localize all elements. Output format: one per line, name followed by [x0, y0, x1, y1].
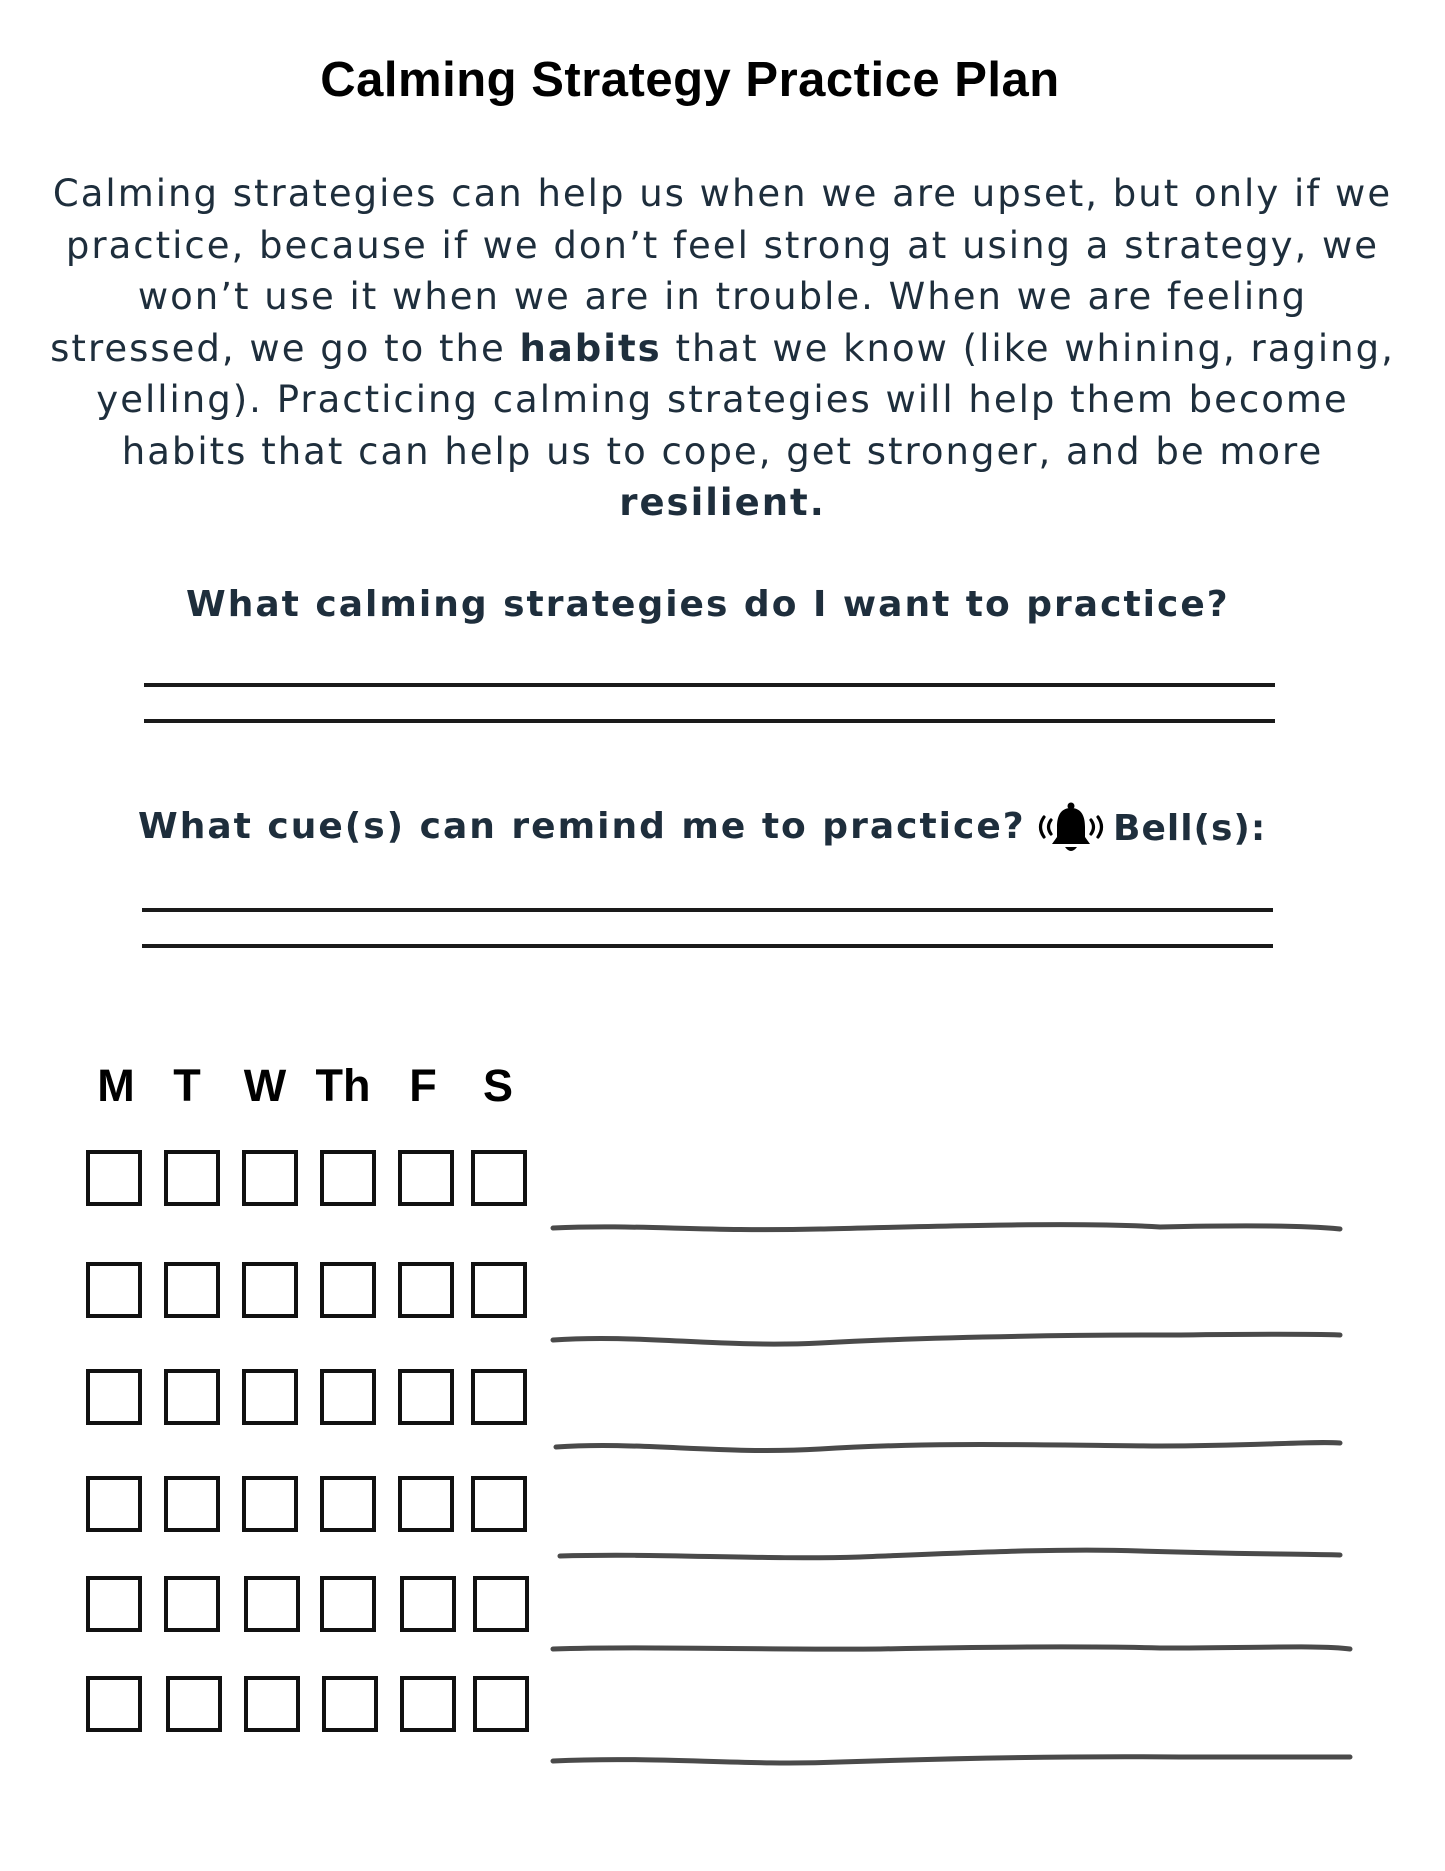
page-title: Calming Strategy Practice Plan	[320, 53, 1060, 107]
checkbox-row1-thursday[interactable]	[320, 1150, 376, 1206]
checkbox-row1-monday[interactable]	[86, 1150, 142, 1206]
strategy-line-6	[553, 1757, 1350, 1763]
checkbox-row3-saturday[interactable]	[471, 1369, 527, 1425]
intro-text-1: Calming strategies can help us when we are upset, but only if we practice, because if we don’t feel strong at using a strategy, we won’t use it when we are in trouble. When we are feeling stressed, we go to the	[50, 172, 1393, 370]
bell-ringing-icon	[1031, 800, 1111, 856]
intro-text-2: that we know (like whining, raging, yelling). Practicing calming strategies will help them become habits that can help us to cope, get stronger, and be more	[96, 326, 1395, 473]
checkbox-row4-wednesday[interactable]	[242, 1476, 298, 1532]
cues-answer-line-1[interactable]	[142, 908, 1273, 912]
checkbox-row5-wednesday[interactable]	[244, 1576, 300, 1632]
checkbox-row3-friday[interactable]	[398, 1369, 454, 1425]
checkbox-row6-monday[interactable]	[86, 1676, 142, 1732]
strategy-line-2	[553, 1334, 1340, 1344]
intro-bold-resilient: resilient.	[619, 481, 826, 524]
checkbox-row4-thursday[interactable]	[320, 1476, 376, 1532]
checkbox-row5-monday[interactable]	[86, 1576, 142, 1632]
checkbox-row3-wednesday[interactable]	[242, 1369, 298, 1425]
checkbox-row1-saturday[interactable]	[471, 1150, 527, 1206]
strategies-answer-line-2[interactable]	[144, 719, 1275, 723]
strategy-line-5	[553, 1647, 1350, 1649]
checkbox-row2-thursday[interactable]	[320, 1262, 376, 1318]
bell-field	[1031, 800, 1266, 856]
checkbox-row6-saturday[interactable]	[473, 1676, 529, 1732]
day-label-friday: F	[409, 1060, 437, 1111]
cues-answer-line-2[interactable]	[142, 944, 1273, 948]
day-label-monday: M	[97, 1060, 135, 1111]
checkbox-row4-tuesday[interactable]	[164, 1476, 220, 1532]
strategy-line-4	[560, 1550, 1340, 1558]
day-label-saturday: S	[482, 1060, 513, 1111]
checkbox-row6-friday[interactable]	[400, 1676, 456, 1732]
checkbox-row2-friday[interactable]	[398, 1262, 454, 1318]
checkbox-row2-monday[interactable]	[86, 1262, 142, 1318]
checkbox-row4-saturday[interactable]	[471, 1476, 527, 1532]
intro-bold-habits: habits	[519, 326, 662, 370]
checkbox-row6-thursday[interactable]	[322, 1676, 378, 1732]
day-header-row	[86, 1060, 536, 1120]
question-cues: What cue(s) can remind me to practice?	[138, 806, 1026, 847]
checkbox-row2-wednesday[interactable]	[242, 1262, 298, 1318]
checkbox-row6-wednesday[interactable]	[244, 1676, 300, 1732]
checkbox-row3-monday[interactable]	[86, 1369, 142, 1425]
checkbox-row5-tuesday[interactable]	[164, 1576, 220, 1632]
checkbox-row1-tuesday[interactable]	[164, 1150, 220, 1206]
checkbox-row4-monday[interactable]	[86, 1476, 142, 1532]
day-label-thursday: Th	[315, 1060, 371, 1111]
strategy-line-3	[556, 1443, 1340, 1451]
checkbox-row5-friday[interactable]	[400, 1576, 456, 1632]
checkbox-row3-tuesday[interactable]	[164, 1369, 220, 1425]
checkbox-row4-friday[interactable]	[398, 1476, 454, 1532]
day-label-wednesday: W	[243, 1060, 287, 1111]
checkbox-row3-thursday[interactable]	[320, 1369, 376, 1425]
checkbox-row1-friday[interactable]	[398, 1150, 454, 1206]
bell-label: Bell(s):	[1113, 807, 1267, 849]
checkbox-row5-thursday[interactable]	[320, 1576, 376, 1632]
day-label-tuesday: T	[173, 1060, 201, 1111]
checkbox-row2-tuesday[interactable]	[164, 1262, 220, 1318]
checkbox-row6-tuesday[interactable]	[166, 1676, 222, 1732]
question-strategies: What calming strategies do I want to practice?	[186, 584, 1230, 625]
strategies-answer-line-1[interactable]	[144, 683, 1275, 687]
checkbox-row1-wednesday[interactable]	[242, 1150, 298, 1206]
strategy-line-1	[553, 1225, 1340, 1230]
intro-paragraph	[50, 168, 1395, 529]
checkbox-row5-saturday[interactable]	[473, 1576, 529, 1632]
checkbox-row2-saturday[interactable]	[471, 1262, 527, 1318]
